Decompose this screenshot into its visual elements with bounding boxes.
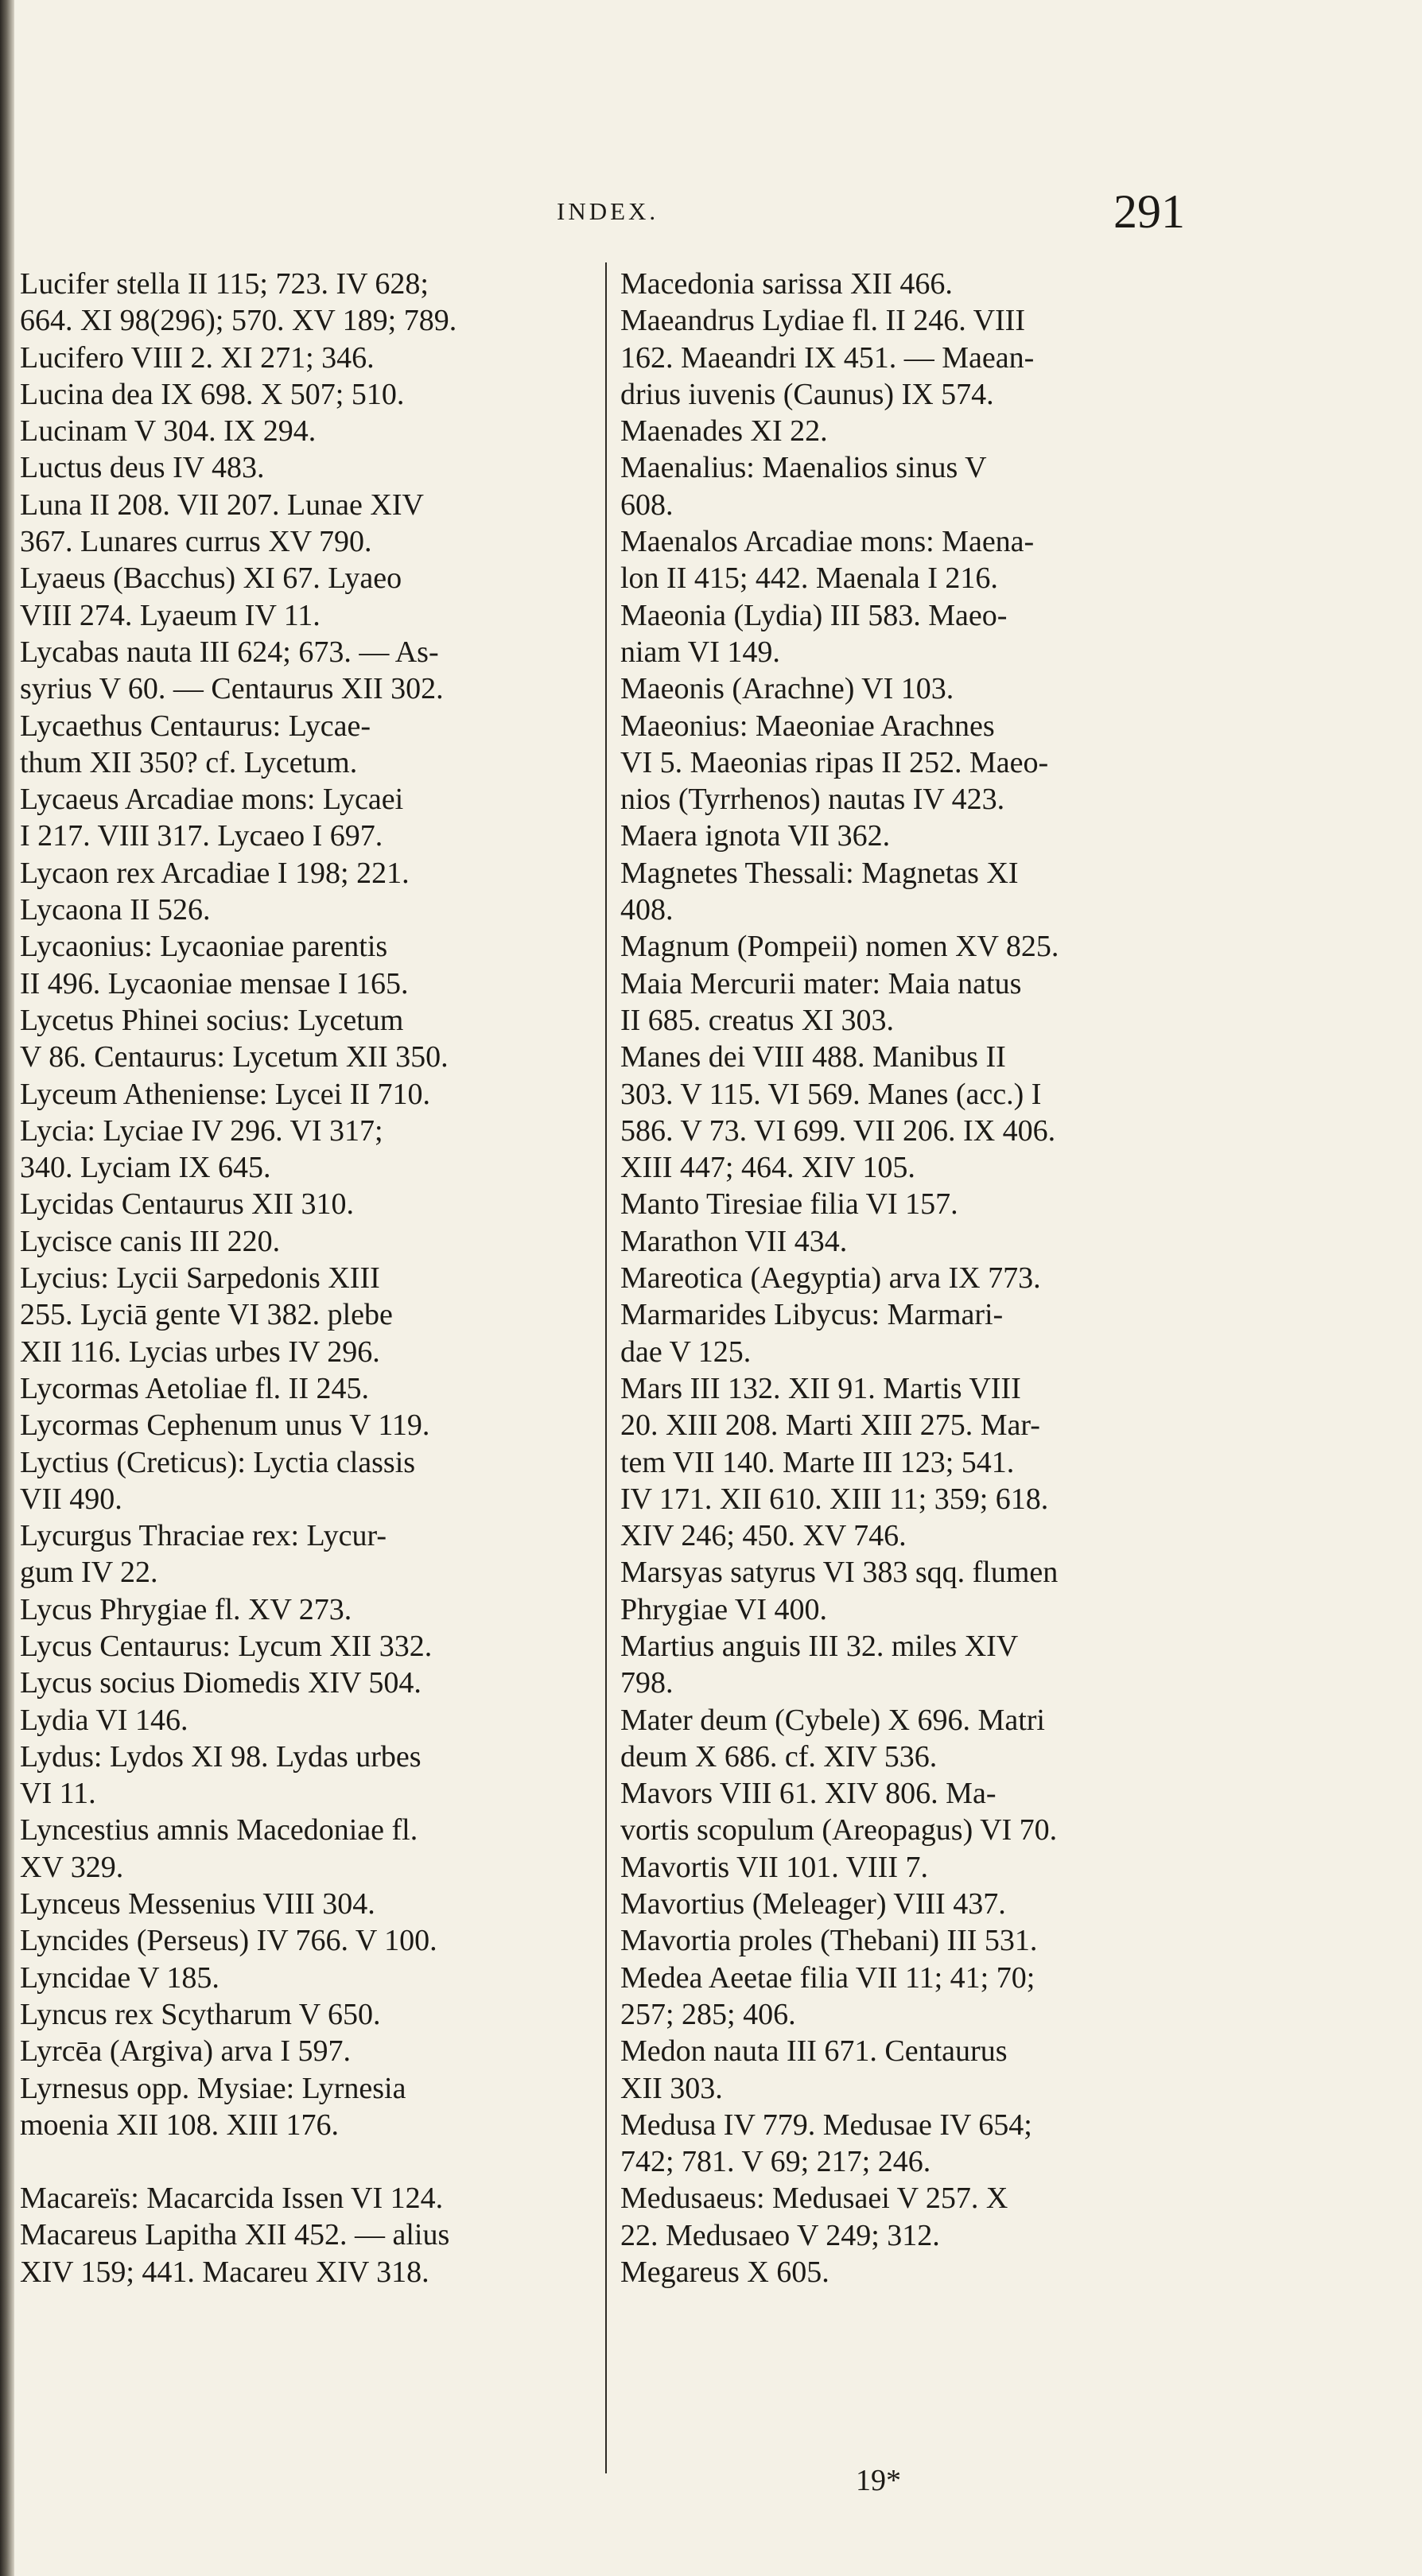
index-line: 367. Lunares currus XV 790. <box>20 525 372 559</box>
index-line: 162. Maeandri IX 451. — Maean- <box>620 340 1035 375</box>
index-line: Lycaonius: Lycaoniae parentis <box>20 930 388 964</box>
index-line: Macareus Lapitha XII 452. — alius <box>20 2218 450 2252</box>
index-line: syrius V 60. — Centaurus XII 302. <box>20 672 444 706</box>
index-line: Lycius: Lycii Sarpedonis XIII <box>20 1261 380 1296</box>
index-line: Magnum (Pompeii) nomen XV 825. <box>620 930 1059 964</box>
index-line: Lycurgus Thraciae rex: Lycur- <box>20 1519 387 1553</box>
index-line: 20. XIII 208. Marti XIII 275. Mar- <box>620 1408 1040 1443</box>
index-line: Mareotica (Aegyptia) arva IX 773. <box>620 1261 1041 1296</box>
index-line: lon II 415; 442. Maenala I 216. <box>620 561 998 596</box>
index-line: Manto Tiresiae filia VI 157. <box>620 1187 958 1222</box>
index-line: 255. Lyciā gente VI 382. plebe <box>20 1298 393 1332</box>
index-line: Macareïs: Macarcida Issen VI 124. <box>20 2182 444 2216</box>
index-line: II 685. creatus XI 303. <box>620 1003 895 1037</box>
index-line: Maeonius: Maeoniae Arachnes <box>620 709 995 743</box>
index-line: Lucina dea IX 698. X 507; 510. <box>20 377 405 411</box>
index-line: Martius anguis III 32. miles XIV <box>620 1629 1019 1663</box>
index-line: IV 171. XII 610. XIII 11; 359; 618. <box>620 1482 1049 1516</box>
page-edge-shadow <box>0 0 14 2576</box>
index-line: Lyncidae V 185. <box>20 1960 220 1995</box>
index-line: XIV 246; 450. XV 746. <box>620 1519 907 1553</box>
index-line: Lycabas nauta III 624; 673. — As- <box>20 635 439 669</box>
index-line: Lycia: Lyciae IV 296. VI 317; <box>20 1113 383 1148</box>
index-line: Lycaeus Arcadiae mons: Lycaei <box>20 783 404 817</box>
index-line: Maeandrus Lydiae fl. II 246. VIII <box>620 304 1025 338</box>
index-line: 608. <box>620 488 674 522</box>
index-line: Lycetus Phinei socius: Lycetum <box>20 1003 404 1037</box>
index-line: Macedonia sarissa XII 466. <box>620 267 953 301</box>
index-line: II 496. Lycaoniae mensae I 165. <box>20 966 409 1000</box>
index-line: Lyrcēa (Argiva) arva I 597. <box>20 2034 352 2069</box>
index-line: 798. <box>620 1666 674 1700</box>
index-line: Lycaon rex Arcadiae I 198; 221. <box>20 856 410 890</box>
index-line: Lycormas Aetoliae fl. II 245. <box>20 1371 369 1405</box>
index-line: 664. XI 98(296); 570. XV 189; 789. <box>20 304 457 338</box>
index-line: Lucifer stella II 115; 723. IV 628; <box>20 267 429 301</box>
index-line: Manes dei VIII 488. Manibus II <box>620 1040 1006 1074</box>
index-line: nios (Tyrrhenos) nautas IV 423. <box>620 783 1005 817</box>
index-line: Lyaeus (Bacchus) XI 67. Lyaeo <box>20 561 402 596</box>
index-line: I 217. VIII 317. Lycaeo I 697. <box>20 819 383 853</box>
index-line: Lyncus rex Scytharum V 650. <box>20 1997 381 2031</box>
index-line: Lyceum Atheniense: Lycei II 710. <box>20 1077 431 1111</box>
section-gap <box>20 2143 607 2180</box>
index-line: Lyncestius amnis Macedoniae fl. <box>20 1813 418 1847</box>
index-line: Lucifero VIII 2. XI 271; 346. <box>20 340 375 375</box>
index-line: Lycus socius Diomedis XIV 504. <box>20 1666 422 1700</box>
index-line: Mavortis VII 101. VIII 7. <box>620 1850 928 1884</box>
index-line: Lycus Phrygiae fl. XV 273. <box>20 1592 352 1626</box>
index-line: Lyctius (Creticus): Lyctia classis <box>20 1445 416 1479</box>
page-number: 291 <box>1113 185 1185 238</box>
index-line: vortis scopulum (Areopagus) VI 70. <box>620 1813 1058 1847</box>
index-line: Lyncides (Perseus) IV 766. V 100. <box>20 1924 437 1958</box>
index-line: Marmarides Libycus: Marmari- <box>620 1298 1004 1332</box>
index-line: XV 329. <box>20 1850 124 1884</box>
index-line: 408. <box>620 893 674 927</box>
index-line: Luctus deus IV 483. <box>20 451 265 485</box>
index-line: XIV 159; 441. Macareu XIV 318. <box>20 2255 429 2289</box>
index-line: VIII 274. Lyaeum IV 11. <box>20 598 321 632</box>
index-line: Mavortia proles (Thebani) III 531. <box>620 1924 1038 1958</box>
index-line: Medusaeus: Medusaei V 257. X <box>620 2182 1008 2216</box>
index-line: moenia XII 108. XIII 176. <box>20 2108 340 2142</box>
index-line: Maeonis (Arachne) VI 103. <box>620 672 954 706</box>
index-line: Maia Mercurii mater: Maia natus <box>620 966 1022 1000</box>
index-line: 586. V 73. VI 699. VII 206. IX 406. <box>620 1113 1056 1148</box>
index-line: Lycus Centaurus: Lycum XII 332. <box>20 1629 433 1663</box>
index-line: Marathon VII 434. <box>620 1224 848 1258</box>
index-line: Lydus: Lydos XI 98. Lydas urbes <box>20 1739 422 1774</box>
signature-mark: 19* <box>856 2464 901 2497</box>
index-line: Lydia VI 146. <box>20 1703 188 1737</box>
index-line: Mavors VIII 61. XIV 806. Ma- <box>620 1777 997 1811</box>
index-line: Maenalos Arcadiae mons: Maena- <box>620 525 1035 559</box>
index-line: gum IV 22. <box>20 1556 158 1590</box>
index-line: Mavortius (Meleager) VIII 437. <box>620 1887 1006 1921</box>
index-line: Lycormas Cephenum unus V 119. <box>20 1408 430 1443</box>
index-line: 340. Lyciam IX 645. <box>20 1151 271 1185</box>
index-column-right <box>620 266 1207 2290</box>
index-line: Megareus X 605. <box>620 2255 830 2290</box>
index-column-left <box>20 266 607 2290</box>
index-line: Maeonia (Lydia) III 583. Maeo- <box>620 598 1008 632</box>
index-line: V 86. Centaurus: Lycetum XII 350. <box>20 1040 449 1074</box>
index-line: Medon nauta III 671. Centaurus <box>620 2034 1008 2069</box>
index-line: Luna II 208. VII 207. Lunae XIV <box>20 488 424 522</box>
index-line: Lycaethus Centaurus: Lycae- <box>20 709 371 743</box>
index-line: XII 303. <box>620 2071 723 2105</box>
index-line: VII 490. <box>20 1482 122 1516</box>
index-line: niam VI 149. <box>620 635 780 669</box>
index-line: VI 11. <box>20 1777 96 1811</box>
index-line: tem VII 140. Marte III 123; 541. <box>620 1445 1015 1479</box>
index-line: Marsyas satyrus VI 383 sqq. flumen <box>620 1556 1059 1590</box>
index-line: Maera ignota VII 362. <box>620 819 891 853</box>
index-line: Lycidas Centaurus XII 310. <box>20 1187 355 1222</box>
index-line: Lyrnesus opp. Mysiae: Lyrnesia <box>20 2071 406 2105</box>
index-line: VI 5. Maeonias ripas II 252. Maeo- <box>620 745 1049 779</box>
index-line: Phrygiae VI 400. <box>620 1592 827 1626</box>
index-line: Medea Aeetae filia VII 11; 41; 70; <box>620 1960 1035 1995</box>
index-line: XIII 447; 464. XIV 105. <box>620 1151 915 1185</box>
index-line: Medusa IV 779. Medusae IV 654; <box>620 2108 1032 2142</box>
index-line: Lycaona II 526. <box>20 893 211 927</box>
index-line: Magnetes Thessali: Magnetas XI <box>620 856 1019 890</box>
index-line: deum X 686. cf. XIV 536. <box>620 1739 938 1774</box>
index-line: 742; 781. V 69; 217; 246. <box>620 2145 931 2179</box>
index-line: Lucinam V 304. IX 294. <box>20 414 317 449</box>
index-line: Lynceus Messenius VIII 304. <box>20 1887 375 1921</box>
index-line: Mater deum (Cybele) X 696. Matri <box>620 1703 1045 1737</box>
index-line: 303. V 115. VI 569. Manes (acc.) I <box>620 1077 1042 1111</box>
running-header: INDEX. <box>557 197 659 225</box>
index-line: dae V 125. <box>620 1335 752 1369</box>
index-line: thum XII 350? cf. Lycetum. <box>20 745 358 779</box>
index-line: 257; 285; 406. <box>620 1997 796 2031</box>
index-line: Maenalius: Maenalios sinus V <box>620 451 987 485</box>
index-line: XII 116. Lycias urbes IV 296. <box>20 1335 380 1369</box>
index-line: Lycisce canis III 220. <box>20 1224 281 1258</box>
index-line: Maenades XI 22. <box>620 414 828 449</box>
index-line: drius iuvenis (Caunus) IX 574. <box>620 377 994 411</box>
index-line: Mars III 132. XII 91. Martis VIII <box>620 1371 1021 1405</box>
index-line: 22. Medusaeo V 249; 312. <box>620 2218 940 2252</box>
